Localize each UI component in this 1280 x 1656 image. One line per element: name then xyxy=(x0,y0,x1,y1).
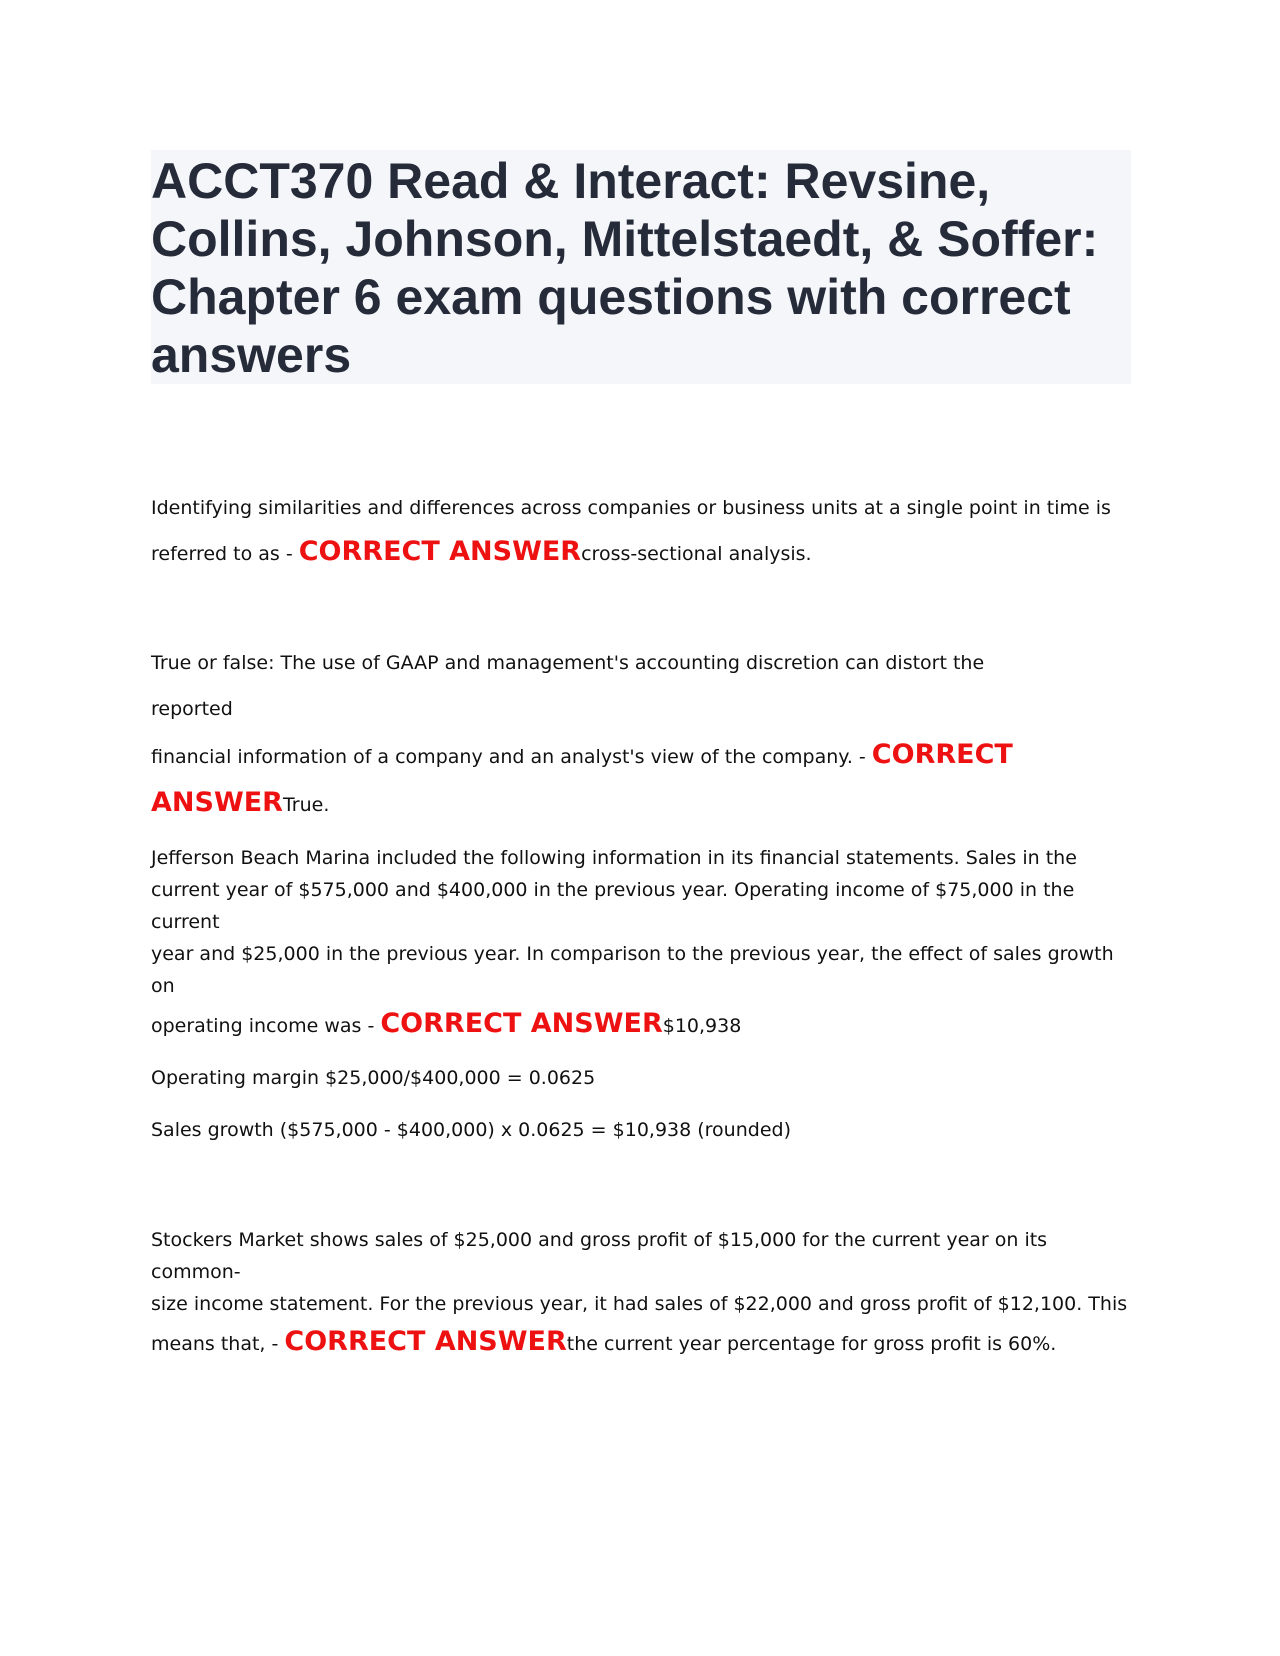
question-text: operating income was - xyxy=(151,1015,381,1037)
qa-item-3 xyxy=(151,842,1131,1048)
correct-answer-label: CORRECT ANSWER xyxy=(380,1008,663,1039)
question-text: year and $25,000 in the previous year. In comparison to the previous year, the effect of sales growth on xyxy=(151,943,1114,997)
question-text: financial information of a company and an analyst's view of the company. - xyxy=(151,746,872,768)
question-text: Jefferson Beach Marina included the following information in its financial statements. Sales in the xyxy=(151,847,1077,869)
question-text: means that, - xyxy=(151,1333,285,1355)
question-text: size income statement. For the previous year, it had sales of $22,000 and gross profit of $12,100. This xyxy=(151,1293,1128,1315)
question-text: current year of $575,000 and $400,000 in the previous year. Operating income of $75,000 in the current xyxy=(151,879,1075,933)
answer-text: the current year percentage for gross profit is 60%. xyxy=(566,1333,1057,1355)
explanation-line-2: Sales growth ($575,000 - $400,000) x 0.0625 = $10,938 (rounded) xyxy=(151,1119,791,1141)
question-text: Identifying similarities and differences across companies or business units at a single point in time is xyxy=(151,497,1111,519)
title-block xyxy=(151,150,1131,384)
explanation-line-1: Operating margin $25,000/$400,000 = 0.0625 xyxy=(151,1067,596,1089)
correct-answer-label: CORRECT ANSWER xyxy=(298,536,582,567)
answer-text: True. xyxy=(282,794,330,816)
qa-item-1 xyxy=(151,486,1131,576)
correct-answer-label: CORRECT ANSWER xyxy=(284,1326,567,1357)
question-text: True or false: The use of GAAP and management's accounting discretion can distort the reported xyxy=(151,652,985,720)
qa-item-2 xyxy=(151,640,1031,828)
qa-item-4 xyxy=(151,1224,1131,1366)
document-page xyxy=(151,150,1131,1357)
answer-text: $10,938 xyxy=(662,1015,742,1037)
correct-answer-label: CORRECT ANSWER xyxy=(151,739,1013,818)
document-title: ACCT370 Read & Interact: Revsine, Collins, Johnson, Mittelstaedt, & Soffer: Chapter 6 exam questions with correct answers xyxy=(151,153,1099,383)
question-text: referred to as - xyxy=(151,543,299,565)
question-text: Stockers Market shows sales of $25,000 and gross profit of $15,000 for the current year on its common- xyxy=(151,1229,1048,1283)
answer-text: cross-sectional analysis. xyxy=(581,543,812,565)
